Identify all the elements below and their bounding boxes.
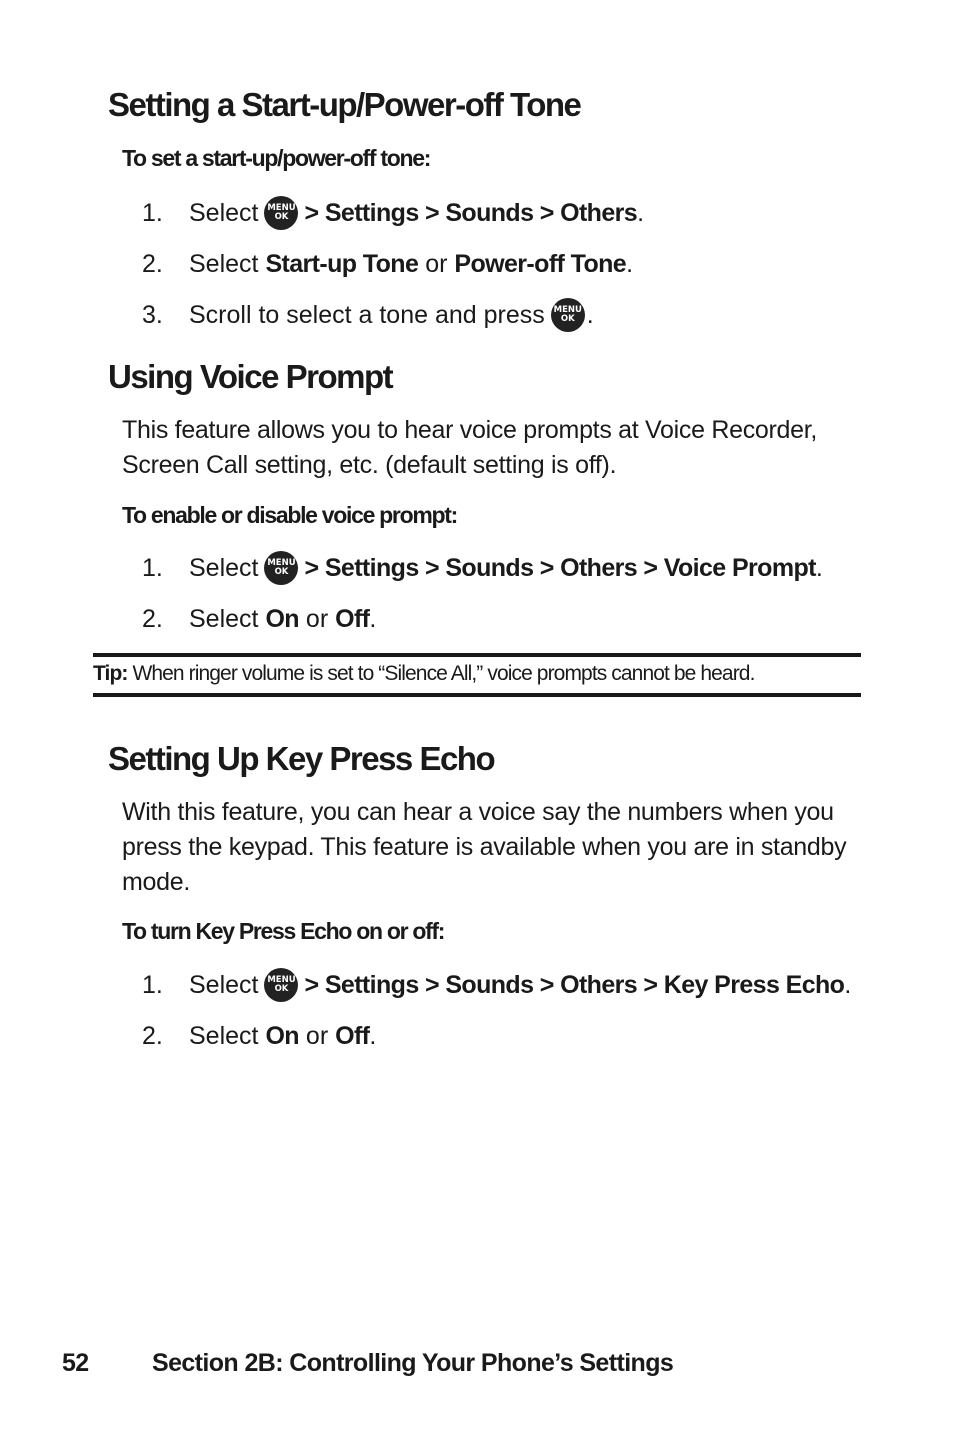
- tip-text: When ringer volume is set to “Silence All,” voice prompts cannot be heard.: [127, 662, 755, 685]
- step-text: Select: [189, 199, 259, 227]
- tip-label: Tip:: [93, 662, 128, 685]
- section-paragraph: This feature allows you to hear voice prompts at Voice Recorder, Screen Call setting, etc. (default setting is off).: [122, 416, 818, 479]
- step-number: 1.: [142, 971, 163, 999]
- option-startup-tone: Start-up Tone: [265, 250, 419, 278]
- section-title-startup-tone: Setting a Start-up/Power-off Tone: [108, 86, 581, 123]
- step-text: Select: [189, 554, 259, 582]
- step-number: 2.: [142, 605, 163, 633]
- section-paragraph: With this feature, you can hear a voice say the numbers when you press the keypad. This feature is available when you are in standby mode.: [122, 798, 847, 896]
- page-number: 52: [62, 1349, 89, 1377]
- tip-bottom-rule: [93, 693, 861, 697]
- step-item: 1. Select MENU OK > Settings > Sounds > Others > Voice Prompt .: [142, 551, 823, 585]
- section-subtitle: To turn Key Press Echo on or off:: [122, 918, 445, 944]
- section-title-key-press-echo: Setting Up Key Press Echo: [108, 740, 495, 777]
- section-subtitle: To set a start-up/power-off tone:: [122, 145, 431, 171]
- tip-box: [93, 657, 755, 691]
- option-on: On: [265, 1022, 299, 1050]
- step-item: 2. Select Start-up Tone or Power-off Tone .: [142, 247, 633, 281]
- option-off: Off: [335, 605, 370, 633]
- menu-ok-key-icon: MENU OK: [264, 196, 298, 230]
- step-number: 3.: [142, 301, 163, 329]
- menu-path: > Settings > Sounds > Others > Voice Prompt: [304, 554, 816, 582]
- menu-ok-key-icon: MENU OK: [551, 298, 585, 332]
- footer-section-title: Section 2B: Controlling Your Phone’s Settings: [152, 1349, 674, 1377]
- step-text: Select: [189, 971, 259, 999]
- step-item: 1. Select MENU OK > Settings > Sounds > Others .: [142, 196, 644, 230]
- option-on: On: [265, 605, 299, 633]
- step-number: 1.: [142, 199, 163, 227]
- menu-ok-key-icon: MENU OK: [264, 968, 298, 1002]
- section-title-voice-prompt: Using Voice Prompt: [108, 358, 393, 395]
- step-number: 2.: [142, 250, 163, 278]
- menu-ok-key-icon: MENU OK: [264, 551, 298, 585]
- step-text: Scroll to select a tone and press: [189, 301, 545, 329]
- menu-path: > Settings > Sounds > Others > Key Press Echo: [304, 971, 845, 999]
- step-number: 2.: [142, 1022, 163, 1050]
- option-poweroff-tone: Power-off Tone: [454, 250, 627, 278]
- menu-path: > Settings > Sounds > Others: [304, 199, 638, 227]
- step-item: 2. Select On or Off .: [142, 602, 376, 636]
- step-item: 2. Select On or Off .: [142, 1019, 376, 1053]
- option-off: Off: [335, 1022, 370, 1050]
- step-item: 3. Scroll to select a tone and press MENU OK .: [142, 298, 594, 332]
- step-item: 1. Select MENU OK > Settings > Sounds > Others > Key Press Echo .: [142, 968, 851, 1002]
- section-subtitle: To enable or disable voice prompt:: [122, 502, 457, 528]
- step-number: 1.: [142, 554, 163, 582]
